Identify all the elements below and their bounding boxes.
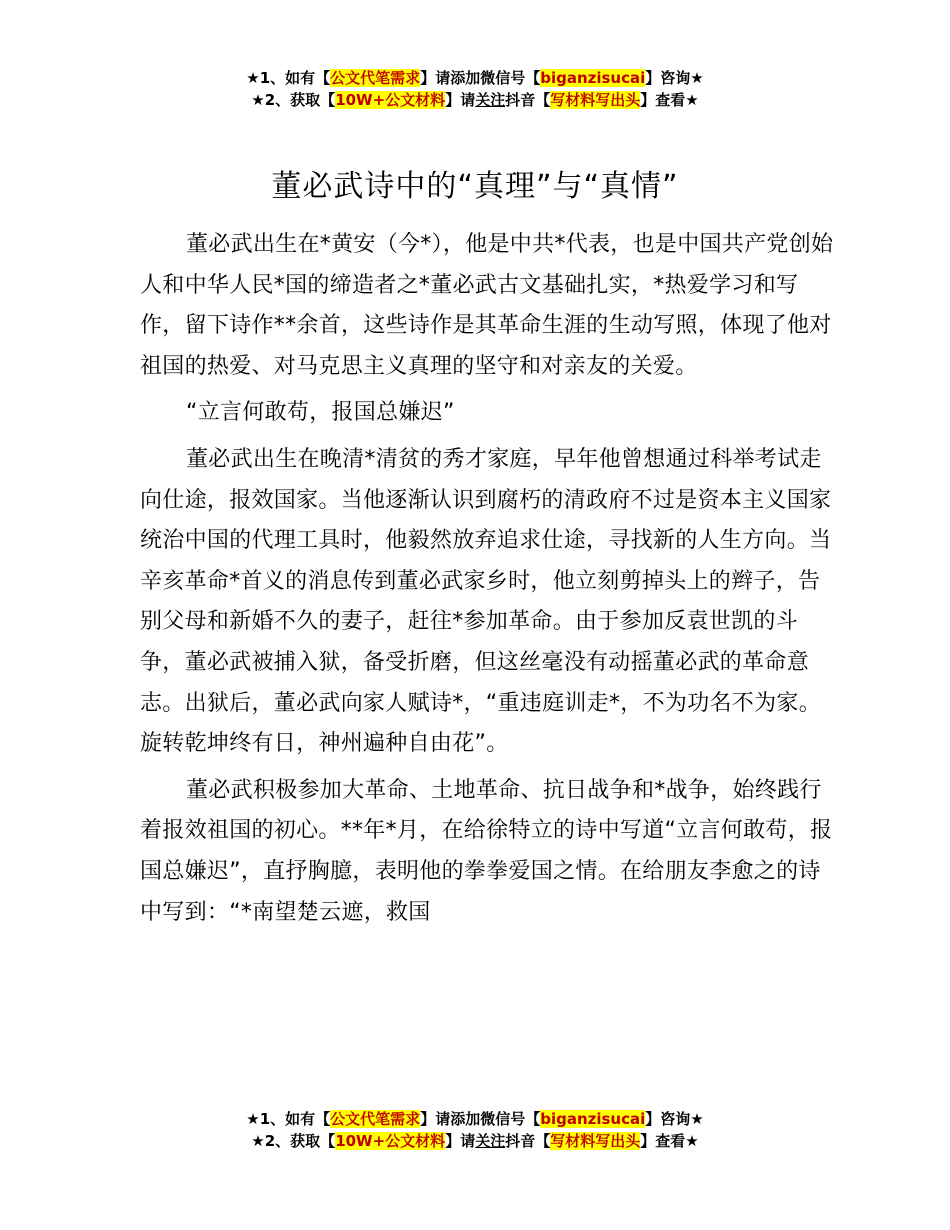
header-line-1	[0, 67, 950, 89]
footer-line-1	[0, 1108, 950, 1130]
header-line-2-text-a: ★2、获取【	[251, 91, 336, 109]
header-line-1-text-a: ★1、如有【	[246, 69, 331, 87]
footer-line-2-text-a: ★2、获取【	[251, 1132, 336, 1150]
header-line-2	[0, 89, 950, 111]
header-highlight-wechat-id: biganzisucai	[540, 69, 646, 87]
paragraph-early-life: 董必武出生在晚清*清贫的秀才家庭，早年他曾想通过科举考试走向仕途，报效国家。当他逐渐认识到腐朽的清政府不过是资本主义国家统治中国的代理工具时，他毅然放弃追求仕途，寻找新的人生方向。当辛亥革命*首义的消息传到董必武家乡时，他立刻剪掉头上的辫子，告别父母和新婚不久的妻子，赶往*参加革命。由于参加反袁世凯的斗争，董必武被捕入狱，备受折磨，但这丝毫没有动摇董必武的革命意志。出狱后，董必武向家人赋诗*，“重违庭训走*，不为功名不为家。旋转乾坤终有日，神州遍种自由花”。	[140, 446, 832, 757]
header-line-2-text-b: 】请	[445, 91, 476, 109]
footer-line-1-text-c: 】咨询★	[645, 1110, 704, 1128]
header-line-1-text-c: 】咨询★	[645, 69, 704, 87]
footer-highlight-ghostwriting: 公文代笔需求	[330, 1110, 421, 1128]
document-body	[140, 225, 840, 933]
footer-line-1-text-b: 】请添加微信号【	[420, 1110, 541, 1128]
footer-highlight-wechat-id: biganzisucai	[540, 1110, 646, 1128]
header-banner	[0, 67, 950, 111]
header-line-1-text-b: 】请添加微信号【	[420, 69, 541, 87]
paragraph-intro: 董必武出生在*黄安（今*），他是中共*代表，也是中国共产党创始人和中华人民*国的缔造者之*董必武古文基础扎实，*热爱学习和写作，留下诗作**余首，这些诗作是其革命生涯的生动写照，体现了他对祖国的热爱、对马克思主义真理的坚守和对亲友的关爱。	[140, 232, 834, 379]
header-highlight-materials: 10W+公文材料	[335, 91, 446, 109]
document-title: 董必武诗中的“真理”与“真情”	[271, 169, 679, 204]
footer-highlight-materials: 10W+公文材料	[335, 1132, 446, 1150]
footer-line-2-text-b: 】请	[445, 1132, 476, 1150]
header-underlined-follow: 关注	[475, 91, 506, 109]
footer-line-2-text-d: 】查看★	[640, 1132, 699, 1150]
footer-line-2	[0, 1130, 950, 1152]
header-line-2-text-d: 】查看★	[640, 91, 699, 109]
footer-banner	[0, 1108, 950, 1152]
footer-line-2-text-c: 抖音【	[505, 1132, 551, 1150]
header-highlight-douyin-account: 写材料写出头	[550, 91, 641, 109]
footer-highlight-douyin-account: 写材料写出头	[550, 1132, 641, 1150]
paragraph-revolution: 董必武积极参加大革命、土地革命、抗日战争和*战争，始终践行着报效祖国的初心。**年*月，在给徐特立的诗中写道“立言何敢苟，报国总嫌迟”，直抒胸臆，表明他的拳拳爱国之情。在给朋友李愈之的诗中写到：“*南望楚云遮，救国	[140, 777, 833, 925]
header-highlight-ghostwriting: 公文代笔需求	[330, 69, 421, 87]
header-line-2-text-c: 抖音【	[505, 91, 551, 109]
section-heading: “立言何敢苟，报国总嫌迟”	[186, 400, 455, 426]
footer-underlined-follow: 关注	[475, 1132, 506, 1150]
footer-line-1-text-a: ★1、如有【	[246, 1110, 331, 1128]
